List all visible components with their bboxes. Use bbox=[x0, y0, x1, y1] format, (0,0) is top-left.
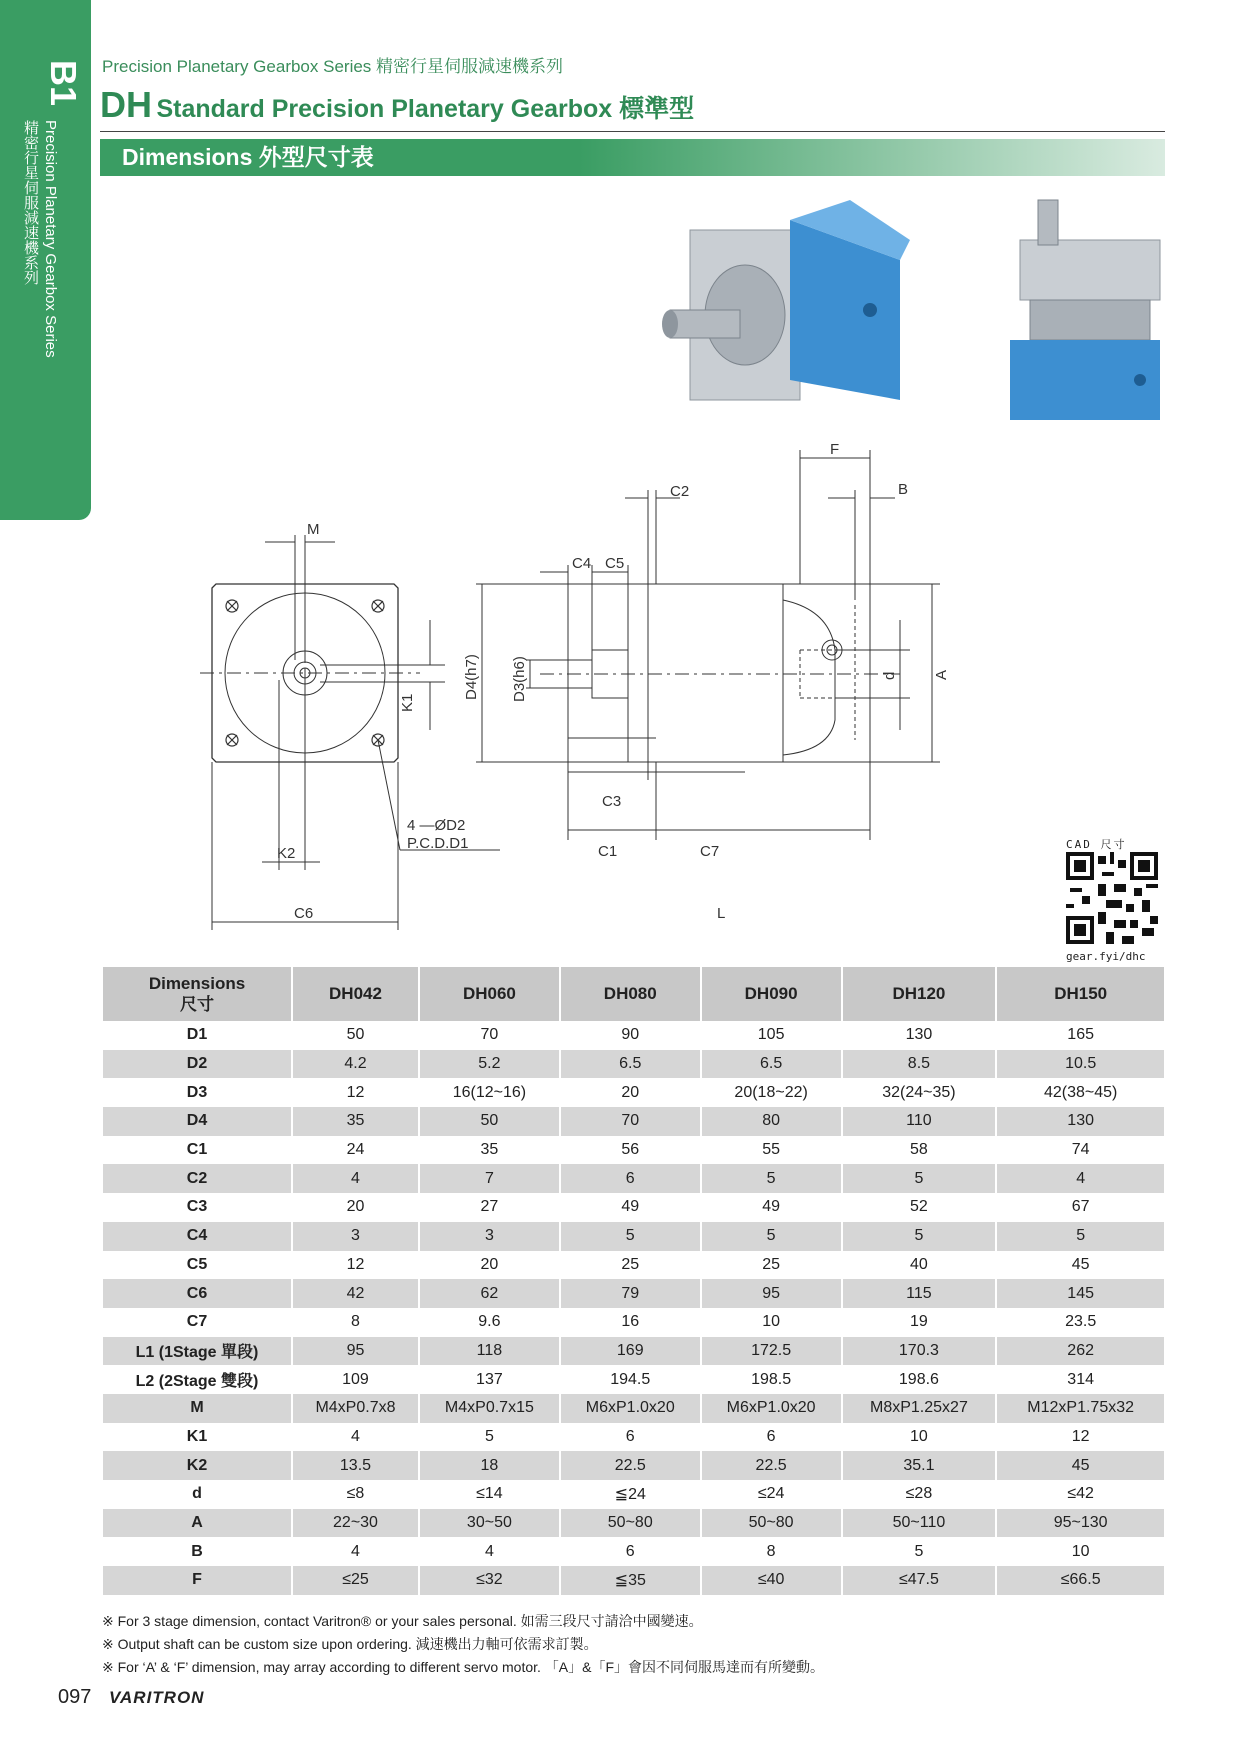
label-F: F bbox=[830, 441, 840, 458]
table-cell: ≤42 bbox=[1067, 1485, 1094, 1503]
table-cell: M6xP1.0x20 bbox=[702, 1394, 841, 1423]
label-K1: K1 bbox=[399, 693, 416, 712]
label-D3: D3(h6) bbox=[511, 656, 528, 702]
section-heading: Dimensions 外型尺寸表 bbox=[100, 139, 1165, 176]
table-cell: ≤32 bbox=[420, 1566, 559, 1595]
table-cell: 56 bbox=[621, 1141, 640, 1159]
table-row bbox=[103, 1136, 1164, 1165]
table-cell: 145 bbox=[997, 1279, 1164, 1308]
page-number: 097 bbox=[58, 1686, 92, 1708]
table-cell: 45 bbox=[1071, 1255, 1090, 1273]
label-C2: C2 bbox=[670, 483, 690, 500]
table-row bbox=[103, 1251, 1164, 1280]
table-cell: 5 bbox=[843, 1222, 996, 1251]
table-cell: 130 bbox=[997, 1107, 1164, 1136]
row-label: D2 bbox=[103, 1050, 291, 1079]
row-label: L2 (2Stage 雙段) bbox=[135, 1373, 259, 1391]
table-cell: ≦35 bbox=[561, 1566, 700, 1595]
table-cell: 22.5 bbox=[561, 1451, 700, 1480]
table-cell: 22.5 bbox=[702, 1451, 841, 1480]
label-M: M bbox=[307, 521, 320, 538]
corner-en: Dimensions bbox=[148, 974, 246, 993]
page-title bbox=[100, 84, 694, 126]
row-label: C2 bbox=[103, 1164, 291, 1193]
table-cell: 16 bbox=[621, 1313, 640, 1331]
table-row bbox=[103, 1365, 1164, 1394]
table-cell: 115 bbox=[843, 1279, 996, 1308]
gearbox-photo-side bbox=[1010, 200, 1160, 420]
table-cell: 24 bbox=[346, 1141, 365, 1159]
table-cell: 49 bbox=[762, 1198, 781, 1216]
table-cell: ≤47.5 bbox=[843, 1566, 996, 1595]
row-label: C6 bbox=[103, 1279, 291, 1308]
table-cell: 18 bbox=[420, 1451, 559, 1480]
label-C4: C4 bbox=[572, 555, 592, 572]
side-series-en: Precision Planetary Gearbox Series bbox=[42, 120, 59, 358]
table-cell: 20 bbox=[480, 1255, 499, 1273]
row-label: C3 bbox=[186, 1198, 208, 1216]
table-cell: 20 bbox=[346, 1198, 365, 1216]
table-cell: 5 bbox=[914, 1542, 924, 1560]
table-cell: 6 bbox=[561, 1164, 700, 1193]
table-cell: 50~80 bbox=[702, 1509, 841, 1538]
table-cell: 10 bbox=[910, 1427, 928, 1445]
table-cell: 55 bbox=[762, 1141, 781, 1159]
side-view bbox=[476, 450, 940, 840]
row-label: C5 bbox=[186, 1255, 208, 1273]
table-cell: M8xP1.25x27 bbox=[843, 1394, 996, 1423]
table-cell: 109 bbox=[342, 1370, 369, 1388]
table-cell: ≤24 bbox=[757, 1485, 785, 1503]
label-B: B bbox=[898, 481, 909, 498]
table-cell: 74 bbox=[1071, 1141, 1090, 1159]
table-cell: ≤28 bbox=[905, 1485, 933, 1503]
table-corner-header bbox=[103, 967, 291, 1021]
table-cell: 8 bbox=[351, 1313, 360, 1331]
label-d: d bbox=[881, 671, 898, 680]
side-tab bbox=[0, 0, 91, 520]
table-cell: 10 bbox=[1071, 1542, 1090, 1560]
table-cell: ≤25 bbox=[293, 1566, 418, 1595]
row-label: C1 bbox=[186, 1141, 208, 1159]
table-row bbox=[103, 1423, 1164, 1452]
table-row bbox=[103, 1021, 1164, 1050]
table-cell: 165 bbox=[1067, 1026, 1094, 1044]
row-label: F bbox=[103, 1566, 291, 1595]
table-cell: 3 bbox=[420, 1222, 559, 1251]
table-cell: 8.5 bbox=[843, 1050, 996, 1079]
table-row bbox=[103, 1164, 1164, 1193]
table-row bbox=[103, 1394, 1164, 1423]
table-cell: 8 bbox=[766, 1542, 776, 1560]
model-header: DH120 bbox=[843, 967, 996, 1021]
side-series bbox=[20, 120, 60, 358]
title-rule bbox=[100, 131, 1165, 132]
table-cell: 5 bbox=[702, 1222, 841, 1251]
footnotes bbox=[102, 1610, 824, 1679]
table-row bbox=[103, 1193, 1164, 1222]
table-cell: 4 bbox=[484, 1542, 494, 1560]
table-cell: 110 bbox=[843, 1107, 996, 1136]
header-series: Precision Planetary Gearbox Series 精密行星伺服減速機系列 bbox=[102, 57, 564, 76]
table-cell: ≤66.5 bbox=[997, 1566, 1164, 1595]
table-cell: 10 bbox=[762, 1313, 781, 1331]
table-cell: 137 bbox=[476, 1370, 503, 1388]
table-cell: 25 bbox=[621, 1255, 640, 1273]
row-label: A bbox=[103, 1509, 291, 1538]
table-row bbox=[103, 1509, 1164, 1538]
table-cell: 67 bbox=[1071, 1198, 1090, 1216]
model-header: DH060 bbox=[420, 967, 559, 1021]
label-D4: D4(h7) bbox=[463, 654, 480, 700]
table-cell: 80 bbox=[702, 1107, 841, 1136]
table-header-row bbox=[103, 967, 1164, 1021]
footnote: ※ Output shaft can be custom size upon ordering. 減速機出力軸可依需求訂製。 bbox=[102, 1636, 598, 1652]
table-cell: 25 bbox=[762, 1255, 781, 1273]
footnote: ※ For 3 stage dimension, contact Varitron® or your sales personal. 如需三段尺寸請洽中國變速。 bbox=[102, 1613, 703, 1629]
table-cell: 70 bbox=[480, 1026, 499, 1044]
table-cell: 50~80 bbox=[561, 1509, 700, 1538]
table-cell: 12 bbox=[346, 1083, 365, 1101]
table-cell: 4 bbox=[997, 1164, 1164, 1193]
label-C6: C6 bbox=[294, 905, 314, 922]
row-label: K2 bbox=[103, 1451, 291, 1480]
row-label: d bbox=[192, 1485, 202, 1503]
label-C5: C5 bbox=[605, 555, 625, 572]
row-label: D1 bbox=[186, 1026, 208, 1044]
row-label: C4 bbox=[103, 1222, 291, 1251]
cad-qr[interactable] bbox=[1066, 836, 1166, 963]
table-cell: 5.2 bbox=[420, 1050, 559, 1079]
technical-drawing bbox=[180, 441, 1180, 960]
table-cell: 42 bbox=[293, 1279, 418, 1308]
table-cell: 95~130 bbox=[997, 1509, 1164, 1538]
table-cell: ≦24 bbox=[614, 1486, 646, 1504]
table-cell: 314 bbox=[1067, 1370, 1094, 1388]
product-photos bbox=[650, 200, 1170, 440]
table-cell: 5 bbox=[484, 1427, 494, 1445]
table-cell: 6 bbox=[625, 1427, 635, 1445]
row-label: M bbox=[103, 1394, 291, 1423]
row-label: C7 bbox=[186, 1313, 208, 1331]
table-cell: ≤8 bbox=[346, 1485, 365, 1503]
gearbox-photo-front bbox=[662, 200, 910, 400]
table-cell: 262 bbox=[997, 1337, 1164, 1366]
table-cell: 10.5 bbox=[997, 1050, 1164, 1079]
table-row bbox=[103, 1222, 1164, 1251]
table-cell: 20(18~22) bbox=[734, 1083, 808, 1101]
table-cell: 118 bbox=[420, 1337, 559, 1366]
title-prefix: DH bbox=[100, 84, 152, 125]
table-cell: M4xP0.7x15 bbox=[420, 1394, 559, 1423]
label-C7: C7 bbox=[700, 843, 720, 860]
table-cell: 50~110 bbox=[843, 1509, 996, 1538]
table-cell: 4 bbox=[351, 1427, 360, 1445]
table-cell: 27 bbox=[480, 1198, 499, 1216]
table-cell: 12 bbox=[1071, 1427, 1090, 1445]
table-cell: ≤40 bbox=[702, 1566, 841, 1595]
table-cell: 16(12~16) bbox=[452, 1083, 527, 1101]
table-cell: 5 bbox=[997, 1222, 1164, 1251]
table-cell: 198.5 bbox=[751, 1370, 792, 1388]
table-cell: 35 bbox=[293, 1107, 418, 1136]
brand-logo: VARITRON bbox=[108, 1688, 205, 1707]
label-C1: C1 bbox=[598, 843, 618, 860]
table-cell: 50 bbox=[420, 1107, 559, 1136]
table-cell: 4 bbox=[351, 1542, 360, 1560]
table-row bbox=[103, 1050, 1164, 1079]
model-header: DH090 bbox=[702, 967, 841, 1021]
table-cell: 35 bbox=[480, 1141, 499, 1159]
qr-caption: CAD 尺寸 bbox=[1066, 838, 1127, 851]
table-cell: ≤14 bbox=[476, 1485, 503, 1503]
table-cell: 130 bbox=[905, 1026, 933, 1044]
table-row bbox=[103, 1480, 1164, 1509]
table-cell: 5 bbox=[702, 1164, 841, 1193]
row-label: D4 bbox=[103, 1107, 291, 1136]
section-code: B1 bbox=[43, 60, 84, 107]
table-cell: 45 bbox=[997, 1451, 1164, 1480]
table-cell: 22~30 bbox=[293, 1509, 418, 1538]
table-cell: 194.5 bbox=[610, 1370, 651, 1388]
label-holes: 4 —ØD2 bbox=[407, 817, 466, 834]
qr-code-icon bbox=[1066, 852, 1158, 944]
table-cell: 79 bbox=[561, 1279, 700, 1308]
table-cell: 9.6 bbox=[478, 1313, 501, 1331]
table-cell: M6xP1.0x20 bbox=[561, 1394, 700, 1423]
table-row bbox=[103, 1279, 1164, 1308]
row-label: D3 bbox=[186, 1083, 208, 1101]
corner-zh: 尺寸 bbox=[180, 995, 214, 1014]
table-row bbox=[103, 1451, 1164, 1480]
table-cell: 50 bbox=[346, 1026, 365, 1044]
title-rest: Standard Precision Planetary Gearbox 標準型 bbox=[156, 95, 695, 123]
table-cell: 23.5 bbox=[1065, 1313, 1097, 1331]
label-L: L bbox=[717, 905, 726, 922]
table-cell: 49 bbox=[621, 1198, 640, 1216]
page-footer bbox=[58, 1686, 204, 1709]
table-cell: 90 bbox=[621, 1026, 640, 1044]
label-A: A bbox=[933, 669, 950, 680]
model-header: DH080 bbox=[561, 967, 700, 1021]
label-C3: C3 bbox=[602, 793, 622, 810]
table-cell: 20 bbox=[621, 1083, 640, 1101]
table-cell: 6.5 bbox=[561, 1050, 700, 1079]
table-cell: 105 bbox=[757, 1026, 785, 1044]
table-row bbox=[103, 1566, 1164, 1595]
table-cell: 5 bbox=[843, 1164, 996, 1193]
table-cell: 32(24~35) bbox=[882, 1083, 956, 1101]
table-cell: 35.1 bbox=[843, 1451, 996, 1480]
side-series-zh: 精密行星伺服減速機系列 bbox=[22, 120, 39, 285]
table-row bbox=[103, 1537, 1164, 1566]
table-cell: 52 bbox=[910, 1198, 928, 1216]
table-cell: 172.5 bbox=[702, 1337, 841, 1366]
table-cell: 4.2 bbox=[293, 1050, 418, 1079]
table-cell: 12 bbox=[346, 1255, 365, 1273]
table-cell: 7 bbox=[420, 1164, 559, 1193]
table-cell: 95 bbox=[293, 1337, 418, 1366]
model-header: DH042 bbox=[293, 967, 418, 1021]
table-cell: M12xP1.75x32 bbox=[997, 1394, 1164, 1423]
footnote: ※ For ‘A’ & ‘F’ dimension, may array according to different servo motor. 「A」&「F」會因不同伺服馬達而有所變動。 bbox=[102, 1659, 825, 1675]
table-cell: 4 bbox=[293, 1164, 418, 1193]
table-cell: 95 bbox=[702, 1279, 841, 1308]
table-cell: 70 bbox=[561, 1107, 700, 1136]
table-cell: 40 bbox=[910, 1255, 928, 1273]
table-row bbox=[103, 1078, 1164, 1107]
model-header: DH150 bbox=[997, 967, 1164, 1021]
table-cell: 42(38~45) bbox=[1043, 1083, 1118, 1101]
table-row bbox=[103, 1107, 1164, 1136]
row-label: K1 bbox=[186, 1427, 208, 1445]
table-cell: 6 bbox=[766, 1427, 776, 1445]
dimensions-table bbox=[101, 967, 1166, 1595]
table-row bbox=[103, 1308, 1164, 1337]
row-label: B bbox=[191, 1542, 203, 1560]
table-row bbox=[103, 1337, 1164, 1366]
front-view bbox=[200, 535, 500, 930]
qr-url[interactable]: gear.fyi/dhc bbox=[1066, 950, 1146, 963]
label-K2: K2 bbox=[277, 845, 296, 862]
table-cell: 13.5 bbox=[293, 1451, 418, 1480]
table-cell: 198.6 bbox=[898, 1370, 939, 1388]
table-cell: 30~50 bbox=[420, 1509, 559, 1538]
table-cell: 62 bbox=[420, 1279, 559, 1308]
table-cell: 3 bbox=[293, 1222, 418, 1251]
table-cell: 6 bbox=[625, 1542, 635, 1560]
table-cell: 19 bbox=[910, 1313, 928, 1331]
table-cell: 170.3 bbox=[843, 1337, 996, 1366]
label-pcd: P.C.D.D1 bbox=[407, 835, 469, 852]
table-cell: 58 bbox=[910, 1141, 928, 1159]
table-cell: 6.5 bbox=[702, 1050, 841, 1079]
row-label: L1 (1Stage 單段) bbox=[103, 1337, 291, 1366]
table-cell: M4xP0.7x8 bbox=[293, 1394, 418, 1423]
table-cell: 169 bbox=[561, 1337, 700, 1366]
table-cell: 5 bbox=[561, 1222, 700, 1251]
